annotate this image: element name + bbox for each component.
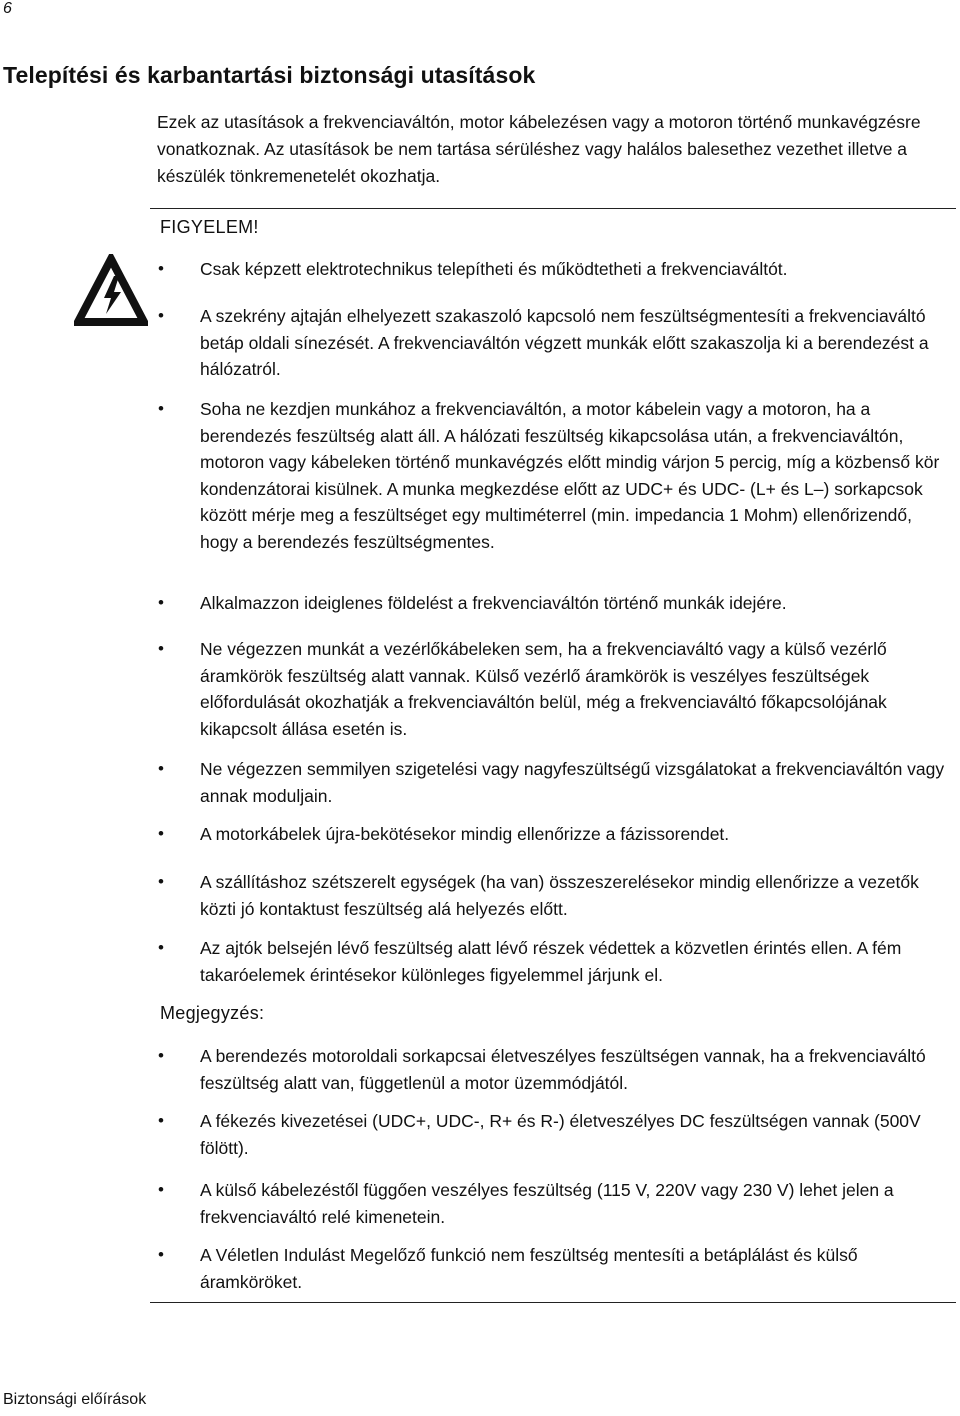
note-item: • A fékezés kivezetései (UDC+, UDC-, R+ és R-) életveszélyes DC feszültségen vannak (500V fölött). bbox=[200, 1108, 952, 1161]
warning-item: • Ne végezzen munkát a vezérlőkábeleken sem, ha a frekvenciaváltó vagy a külső vezérlő áramkörök feszültség alatt vannak. Külső vezérlő áramkörök is veszélyes feszültségek előfordulását okozhatják a frekvenciaváltón belül, még a frekvenciaváltó főkapcsolójának kikapcsolt állása esetén is. bbox=[200, 636, 952, 742]
warning-item: • A motorkábelek újra-bekötésekor mindig ellenőrizze a fázissorendet. bbox=[200, 821, 952, 848]
footer-text: Biztonsági előírások bbox=[3, 1391, 147, 1408]
top-divider bbox=[150, 208, 956, 209]
warning-item: • Az ajtók belsején lévő feszültség alatt lévő részek védettek a közvetlen érintés ellen. A fém takaróelemek érintésekor különleges figyelemmel járjunk el. bbox=[200, 935, 952, 988]
warning-item: • Csak képzett elektrotechnikus telepítheti és működtetheti a frekvenciaváltót. bbox=[200, 256, 952, 283]
warning-item: • A szállításhoz szétszerelt egységek (ha van) összeszerelésekor mindig ellenőrizze a vezetők közti jó kontaktust feszültség alá helyezés előtt. bbox=[200, 869, 952, 922]
section-title: Telepítési és karbantartási biztonsági utasítások bbox=[3, 62, 536, 88]
note-item: • A berendezés motoroldali sorkapcsai életveszélyes feszültségen vannak, ha a frekvenciaváltó feszültség alatt van, függetlenül a motor üzemmódjától. bbox=[200, 1043, 952, 1096]
warning-item: • Ne végezzen semmilyen szigetelési vagy nagyfeszültségű vizsgálatokat a frekvenciaváltón vagy annak moduljain. bbox=[200, 756, 952, 809]
bottom-divider bbox=[150, 1302, 956, 1303]
note-item: • A Véletlen Indulást Megelőző funkció nem feszültség mentesíti a betáplálást és külső áramköröket. bbox=[200, 1242, 952, 1295]
note-label: Megjegyzés: bbox=[160, 1003, 265, 1023]
warning-item: • A szekrény ajtaján elhelyezett szakaszoló kapcsoló nem feszültségmentesíti a frekvenciaváltó betáp oldali sínezését. A frekvenciaváltón végzett munkák előtt szakaszolja ki a berendezést a hálózatról. bbox=[200, 303, 952, 383]
warning-label: FIGYELEM! bbox=[160, 217, 259, 237]
warning-item: • Alkalmazzon ideiglenes földelést a frekvenciaváltón történő munkák idejére. bbox=[200, 590, 952, 617]
warning-item: • Soha ne kezdjen munkához a frekvenciaváltón, a motor kábelein vagy a motoron, ha a berendezés feszültség alatt áll. A hálózati feszültség kikapcsolása után, a frekvenciaváltón, motoron vagy kábeleken történő munkavégzés előtt mindig várjon 5 percig, míg a közbenső kör kondenzátorai kisülnek. A munka megkezdése előtt az UDC+ és UDC- (L+ és L–) sorkapcsok között mérje meg a feszültséget egy multiméterrel (min. impedancia 1 Mohm) ellenőrizendő, hogy a berendezés feszültségmentes. bbox=[200, 396, 952, 555]
intro-paragraph: Ezek az utasítások a frekvenciaváltón, motor kábelezésen vagy a motoron történő munkavégzésre vonatkoznak. Az utasítások be nem tartása sérüléshez vagy halálos balesethez vezethet illetve a készülék tönkremenetelét okozhatja. bbox=[157, 112, 921, 186]
note-item: • A külső kábelezéstől függően veszélyes feszültség (115 V, 220V vagy 230 V) lehet jelen a frekvenciaváltó relé kimenetein. bbox=[200, 1177, 952, 1230]
electrical-hazard-icon bbox=[74, 254, 148, 326]
page-number: 6 bbox=[3, 0, 12, 17]
